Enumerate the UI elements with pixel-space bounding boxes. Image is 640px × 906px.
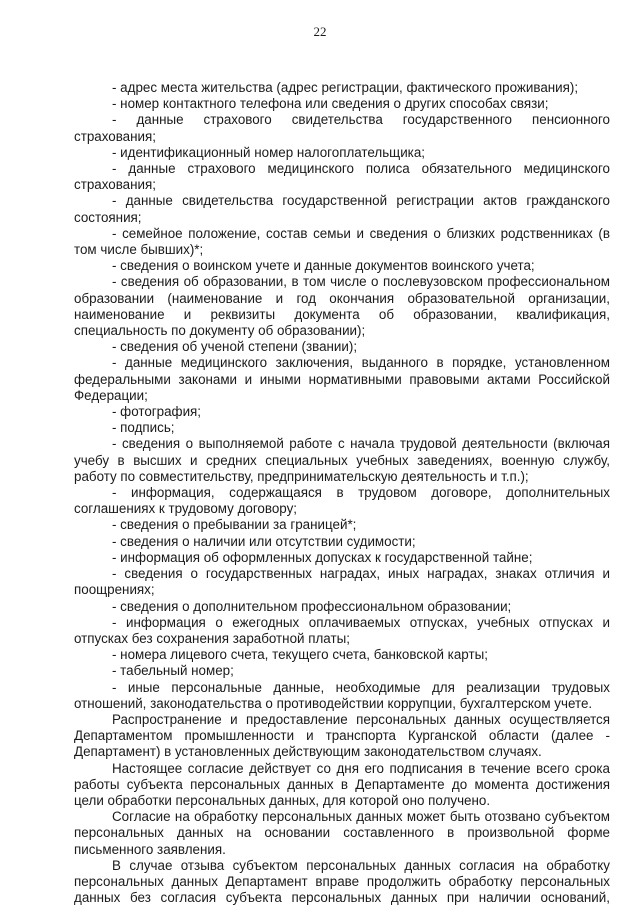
page-number: 22: [313, 24, 327, 39]
list-item-criminal-record: - сведения о наличии или отсутствии судимости;: [112, 533, 416, 549]
list-item-contact-phone: - номер контактного телефона или сведения о других способах связи;: [112, 96, 549, 112]
list-item-pension-insurance: - данные страхового свидетельства государственного пенсионного страхования;: [74, 112, 610, 144]
list-item-awards: - сведения о государственных наградах, иных наградах, знаках отличия и поощрениях;: [74, 566, 610, 598]
list-item-military-records: - сведения о воинском учете и данные документов воинского учета;: [112, 258, 535, 274]
list-item-employment-contract: - информация, содержащаяся в трудовом договоре, дополнительных соглашениях к трудовому договору;: [74, 485, 610, 517]
paragraph-distribution: Распространение и предоставление персональных данных осуществляется Департаментом промышленности и транспорта Курганской области (далее - Департамент) в установленных действующим законодательством случаях.: [74, 711, 610, 760]
list-item-academic-degree: - сведения об ученой степени (звании);: [112, 339, 358, 355]
list-item-medical-report: - данные медицинского заключения, выданного в порядке, установленном федеральными законами и иными нормативными правовыми актами Российской Федерации;: [74, 355, 610, 403]
list-item-vacations: - информация о ежегодных оплачиваемых отпусках, учебных отпусках и отпусках без сохранения заработной платы;: [74, 614, 610, 646]
list-item-signature: - подпись;: [112, 420, 175, 436]
list-item-civil-registration: - данные свидетельства государственной регистрации актов гражданского состояния;: [74, 193, 610, 225]
paragraph-validity: Настоящее согласие действует со дня его подписания в течение всего срока работы субъекта персональных данных в Департаменте до момента достижения цели обработки персональных данных, для которой оно получено.: [74, 760, 610, 808]
list-item-medical-policy: - данные страхового медицинского полиса обязательного медицинского страхования;: [74, 161, 610, 193]
list-item-bank-accounts: - номера лицевого счета, текущего счета, банковской карты;: [112, 647, 488, 663]
list-item-work-history: - сведения о выполняемой работе с начала трудовой деятельности (включая учебу в высших и средних специальных учебных заведениях, военную службу, работу по совместительству, предпринимательскую деятельность и т.п.);: [74, 436, 610, 484]
list-item-additional-education: - сведения о дополнительном профессиональном образовании;: [112, 598, 512, 614]
list-item-tax-id: - идентификационный номер налогоплательщика;: [112, 144, 425, 160]
list-item-state-secret-clearance: - информация об оформленных допусках к государственной тайне;: [112, 549, 533, 565]
list-item-education: - сведения об образовании, в том числе о послевузовском профессиональном образовании (наименование и год окончания образовательной организации, наименование и реквизиты документа об образовании, квалификация, специальность по документу об образовании);: [74, 274, 610, 339]
list-item-photo: - фотография;: [112, 404, 202, 420]
paragraph-withdrawal: Согласие на обработку персональных данных может быть отозвано субъектом персональных данных на основании составленного в произвольной форме письменного заявления.: [74, 809, 610, 857]
paragraph-withdrawal-consequences: В случае отзыва субъектом персональных данных согласия на обработку персональных данных Департамент вправе продолжить обработку персональных данных без согласия субъекта персональных данных при наличии оснований,: [74, 857, 610, 906]
list-item-personnel-number: - табельный номер;: [112, 663, 234, 679]
list-item-family-status: - семейное положение, состав семьи и сведения о близких родственниках (в том числе бывших)*;: [74, 225, 610, 258]
list-item-stay-abroad: - сведения о пребывании за границей*;: [112, 517, 357, 533]
document-body: [74, 80, 610, 906]
list-item-residence-address: - адрес места жительства (адрес регистрации, фактического проживания);: [112, 80, 579, 95]
list-item-other-data: - иные персональные данные, необходимые для реализации трудовых отношений, законодательства о противодействии коррупции, бухгалтерском учете.: [74, 679, 610, 711]
